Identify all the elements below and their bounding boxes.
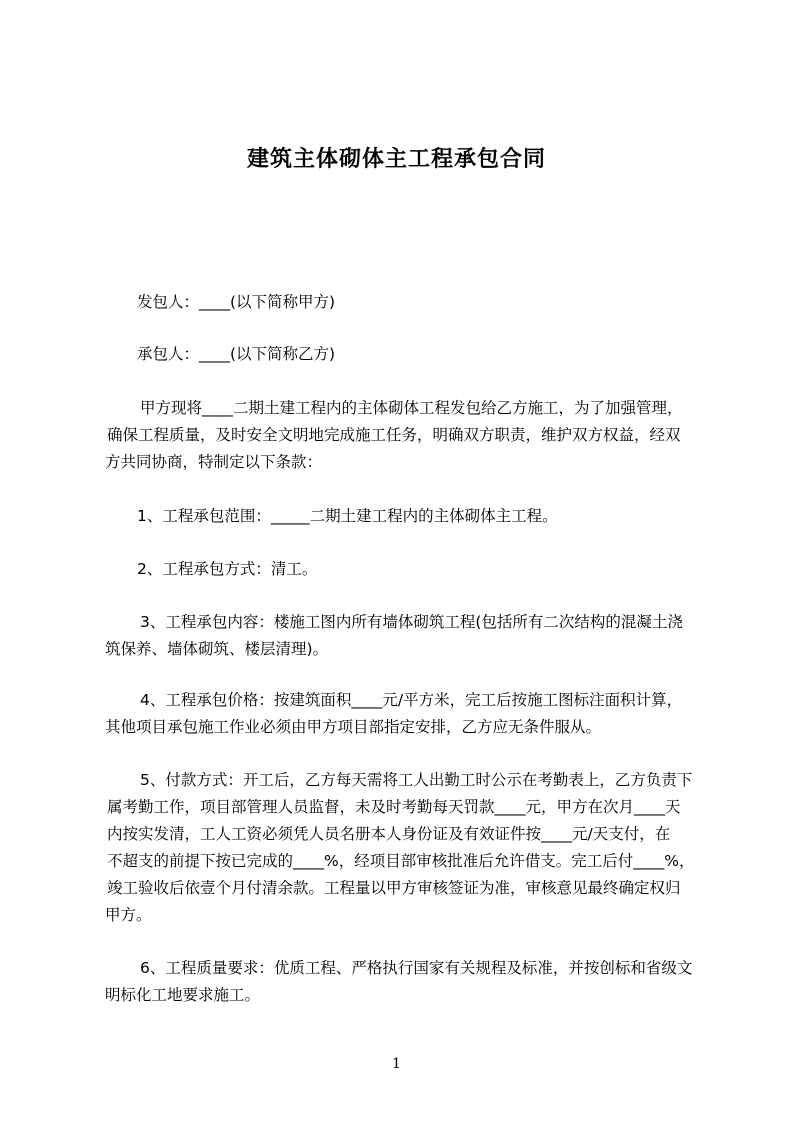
page-number: 1 [392, 1056, 401, 1072]
party-b-line: 承包人：____(以下简称乙方) [137, 345, 336, 363]
paragraph-line: 内按实发清，工人工资必须凭人员名册本人身份证及有效证件按____元/天支付，在 [107, 825, 671, 843]
paragraph-line: 5、付款方式：开工后，乙方每天需将工人出勤工时公示在考勤表上，乙方负责下 [140, 771, 693, 789]
paragraph-line: 2、工程承包方式：清工。 [137, 560, 318, 578]
paragraph-line: 确保工程质量，及时安全文明地完成施工任务，明确双方职责，维护双方权益，经双 [107, 426, 681, 444]
paragraph-line: 3、工程承包内容：楼施工图内所有墙体砌筑工程(包括所有二次结构的混凝土浇 [140, 613, 683, 631]
paragraph-line: 属考勤工作，项目部管理人员监督，未及时考勤每天罚款____元，甲方在次月____天 [107, 798, 681, 816]
paragraph-line: 4、工程承包价格：按建筑面积____元/平方米，完工后按施工图标注面积计算， [140, 691, 683, 709]
paragraph-line: 明标化工地要求施工。 [105, 986, 261, 1004]
paragraph-line: 其他项目承包施工作业必须由甲方项目部指定安排，乙方应无条件服从。 [105, 718, 602, 736]
party-a-line: 发包人：____(以下简称甲方) [137, 293, 336, 311]
document-title: 建筑主体砌体主工程承包合同 [246, 147, 546, 172]
paragraph-line: 方共同协商，特制定以下条款： [105, 453, 323, 471]
paragraph-line: 竣工验收后依壹个月付清余款。工程量以甲方审核签证为准，审核意见最终确定权归 [107, 879, 681, 897]
paragraph-line: 6、工程质量要求：优质工程、严格执行国家有关规程及标准，并按创标和省级文 [140, 959, 693, 977]
paragraph-line: 甲方现将____二期土建工程内的主体砌体工程发包给乙方施工，为了加强管理， [140, 399, 683, 417]
paragraph-line: 不超支的前提下按已完成的____%，经项目部审核批准后允许借支。完工后付____%， [107, 852, 695, 870]
paragraph-line: 甲方。 [105, 906, 152, 924]
paragraph-line: 1、工程承包范围：_____二期土建工程内的主体砌体主工程。 [137, 507, 558, 525]
paragraph-line: 筑保养、墙体砌筑、楼层清理)。 [105, 640, 329, 658]
